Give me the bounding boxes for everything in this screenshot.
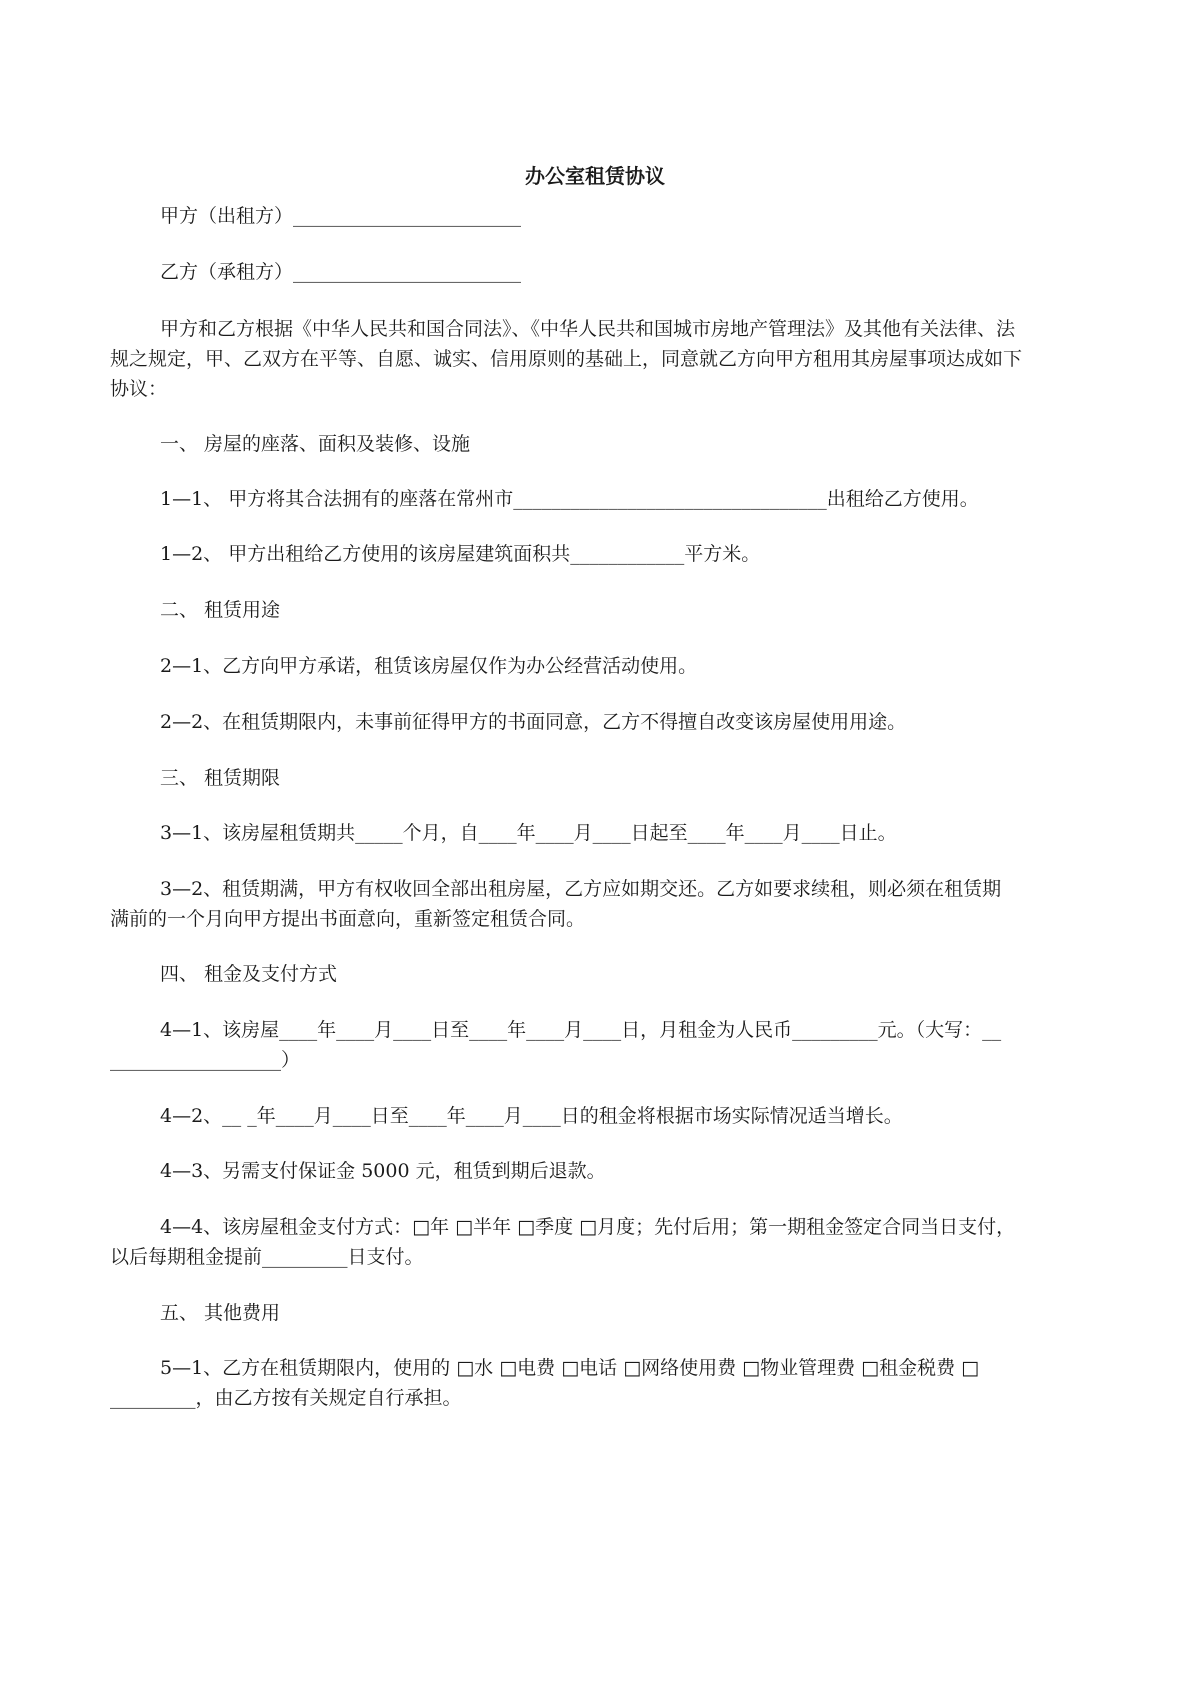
party-b-line: 乙方（承租方）________________________ xyxy=(160,261,522,283)
clause-4-2: 4—2、__ _年____月____日至____年____月____日的租金将根据市场实际情况适当增长。 xyxy=(160,1105,903,1127)
clause-5-1-line-1: 5—1、乙方在租赁期限内，使用的 □水 □电费 □电话 □网络使用费 □物业管理费 □租金税费 □ xyxy=(160,1357,980,1379)
section-4-heading: 四、 租金及支付方式 xyxy=(160,963,338,985)
clause-4-1-line-2: __________________） xyxy=(110,1049,301,1071)
clause-4-1-line-1: 4—1、该房屋____年____月____日至____年____月____日，月租金为人民币_________元。（大写：__ xyxy=(160,1019,1002,1041)
section-5-heading: 五、 其他费用 xyxy=(160,1302,281,1324)
clause-4-3: 4—3、另需支付保证金 5000 元，租赁到期后退款。 xyxy=(160,1160,606,1182)
clause-3-2-line-2: 满前的一个月向甲方提出书面意向，重新签定租赁合同。 xyxy=(110,908,586,930)
section-2-heading: 二、 租赁用途 xyxy=(160,599,281,621)
clause-4-4-line-1: 4—4、该房屋租金支付方式：□年 □半年 □季度 □月度；先付后用；第一期租金签定合同当日支付， xyxy=(160,1216,1016,1238)
clause-3-1: 3—1、该房屋租赁期共_____个月，自____年____月____日起至____年____月____日止。 xyxy=(160,822,897,844)
section-1-heading: 一、 房屋的座落、面积及装修、设施 xyxy=(160,433,471,455)
intro-paragraph-line-2: 规之规定，甲、乙双方在平等、自愿、诚实、信用原则的基础上，同意就乙方向甲方租用其房屋事项达成如下 xyxy=(110,348,1023,370)
document-title: 办公室租赁协议 xyxy=(525,164,665,188)
clause-2-1: 2—1、乙方向甲方承诺，租赁该房屋仅作为办公经营活动使用。 xyxy=(160,655,698,677)
intro-paragraph-line-1: 甲方和乙方根据《中华人民共和国合同法》、《中华人民共和国城市房地产管理法》及其他有关法律、法 xyxy=(160,318,1016,340)
clause-4-4-line-2: 以后每期租金提前_________日支付。 xyxy=(110,1246,424,1268)
clause-5-1-line-2: _________，由乙方按有关规定自行承担。 xyxy=(110,1387,462,1409)
clause-3-2-line-1: 3—2、租赁期满，甲方有权收回全部出租房屋，乙方应如期交还。乙方如要求续租，则必须在租赁期 xyxy=(160,878,1002,900)
section-3-heading: 三、 租赁期限 xyxy=(160,767,281,789)
clause-1-2: 1—2、 甲方出租给乙方使用的该房屋建筑面积共____________平方米。 xyxy=(160,543,761,565)
clause-1-1: 1—1、 甲方将其合法拥有的座落在常州市_________________________________出租给乙方使用。 xyxy=(160,488,979,510)
intro-paragraph-line-3: 协议： xyxy=(110,378,168,400)
party-a-line: 甲方（出租方）________________________ xyxy=(160,205,522,227)
clause-2-2: 2—2、在租赁期限内，未事前征得甲方的书面同意，乙方不得擅自改变该房屋使用用途。 xyxy=(160,711,907,733)
